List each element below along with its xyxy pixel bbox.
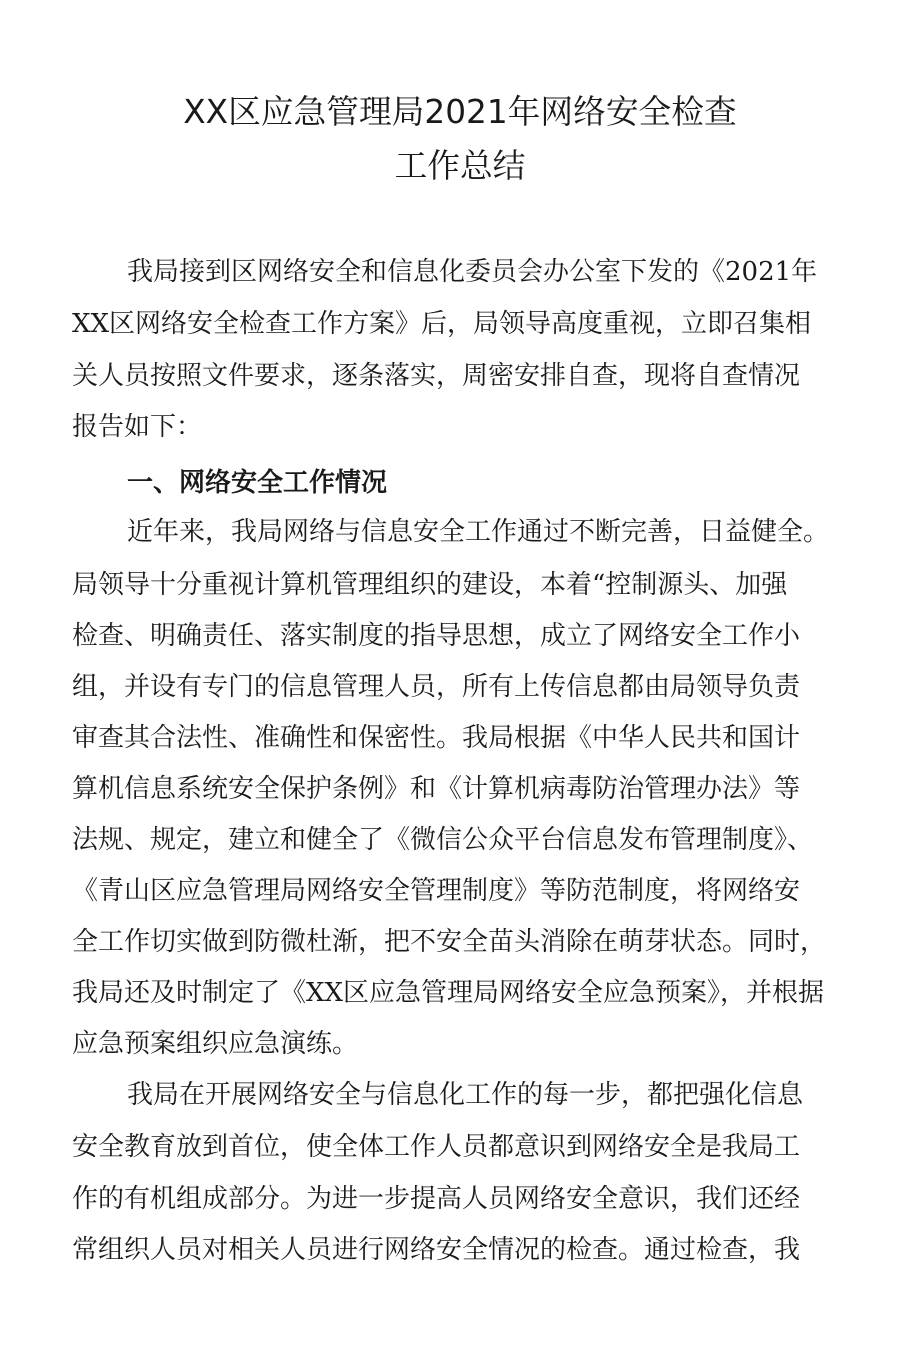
- paragraph-line: 我局接到区网络安全和信息化委员会办公室下发的《2021年: [127, 257, 818, 287]
- document-title-line-2: 工作总结: [394, 147, 526, 185]
- paragraph-line: 算机信息系统安全保护条例》和《计算机病毒防治管理办法》等: [72, 774, 801, 804]
- paragraph-line: 我局还及时制定了《XX区应急管理局网络安全应急预案》，并根据: [72, 978, 825, 1008]
- paragraph-line: 报告如下：: [72, 412, 203, 442]
- section-heading: 一、网络安全工作情况: [127, 468, 388, 498]
- paragraph-line: 审查其合法性、准确性和保密性。我局根据《中华人民共和国计: [72, 723, 801, 753]
- paragraph-line: 《青山区应急管理局网络安全管理制度》等防范制度，将网络安: [72, 876, 801, 906]
- paragraph-line: 作的有机组成部分。为进一步提高人员网络安全意识，我们还经: [72, 1184, 801, 1214]
- paragraph-line: 常组织人员对相关人员进行网络安全情况的检查。通过检查，我: [72, 1235, 801, 1265]
- paragraph-line: 近年来，我局网络与信息安全工作通过不断完善，日益健全。: [127, 517, 830, 547]
- document-title-line-1: XX区应急管理局2021年网络安全检查: [183, 93, 737, 131]
- paragraph-line: 组，并设有专门的信息管理人员，所有上传信息都由局领导负责: [72, 672, 801, 702]
- paragraph-line: 关人员按照文件要求，逐条落实，周密安排自查，现将自查情况: [72, 361, 801, 391]
- paragraph-line: 局领导十分重视计算机管理组织的建设，本着“控制源头、加强: [72, 570, 788, 600]
- paragraph-line: 检查、明确责任、落实制度的指导思想，成立了网络安全工作小: [72, 621, 801, 651]
- paragraph-line: 法规、规定，建立和健全了《微信公众平台信息发布管理制度》、: [72, 825, 814, 855]
- paragraph-line: 应急预案组织应急演练。: [72, 1029, 359, 1059]
- paragraph-line: 我局在开展网络安全与信息化工作的每一步，都把强化信息: [127, 1080, 804, 1110]
- paragraph-line: XX区网络安全检查工作方案》后，局领导高度重视，立即召集相: [72, 309, 812, 339]
- paragraph-line: 全工作切实做到防微杜渐，把不安全苗头消除在萌芽状态。同时，: [72, 927, 827, 957]
- paragraph-line: 安全教育放到首位，使全体工作人员都意识到网络安全是我局工: [72, 1132, 801, 1162]
